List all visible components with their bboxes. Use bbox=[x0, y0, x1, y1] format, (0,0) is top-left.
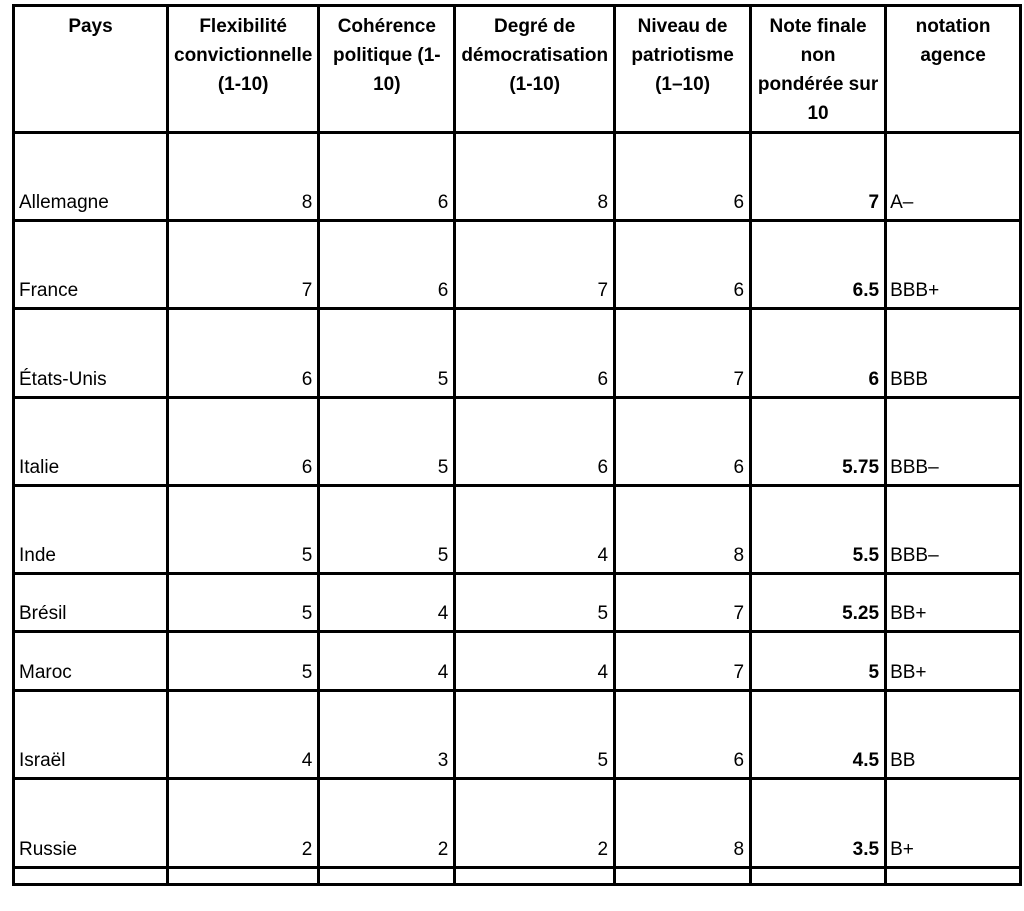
header-flexibility: Flexibilité convictionnelle (1-10) bbox=[168, 6, 319, 133]
header-row bbox=[14, 6, 1021, 133]
table-row bbox=[14, 691, 1021, 779]
final-score-cell: 5 bbox=[751, 632, 886, 691]
agency-rating-cell: BB+ bbox=[886, 632, 1021, 691]
flexibility-cell: 7 bbox=[168, 221, 319, 309]
coherence-cell: 5 bbox=[319, 486, 455, 574]
country-cell: Israël bbox=[14, 691, 168, 779]
final-score-cell: 5.5 bbox=[751, 486, 886, 574]
flexibility-cell: 5 bbox=[168, 574, 319, 632]
coherence-cell: 4 bbox=[319, 632, 455, 691]
country-cell: Russie bbox=[14, 779, 168, 868]
country-cell: France bbox=[14, 221, 168, 309]
country-cell: Maroc bbox=[14, 632, 168, 691]
table-row bbox=[14, 574, 1021, 632]
final-score-cell: 6.5 bbox=[751, 221, 886, 309]
patriotism-cell: 8 bbox=[615, 779, 751, 868]
agency-rating-cell: A– bbox=[886, 133, 1021, 221]
flexibility-cell: 5 bbox=[168, 486, 319, 574]
agency-rating-cell: BBB+ bbox=[886, 221, 1021, 309]
democracy-cell: 6 bbox=[455, 398, 615, 486]
patriotism-cell: 6 bbox=[615, 691, 751, 779]
coherence-cell: 2 bbox=[319, 779, 455, 868]
final-score-cell: 5.75 bbox=[751, 398, 886, 486]
coherence-cell: 6 bbox=[319, 221, 455, 309]
patriotism-cell: 6 bbox=[615, 221, 751, 309]
country-cell: Inde bbox=[14, 486, 168, 574]
final-score-cell: 6 bbox=[751, 309, 886, 398]
democracy-cell: 6 bbox=[455, 309, 615, 398]
flexibility-cell: 6 bbox=[168, 309, 319, 398]
patriotism-cell: 6 bbox=[615, 398, 751, 486]
table-row bbox=[14, 221, 1021, 309]
final-score-cell: 5.25 bbox=[751, 574, 886, 632]
coherence-cell: 4 bbox=[319, 574, 455, 632]
table-row bbox=[14, 309, 1021, 398]
coherence-cell: 3 bbox=[319, 691, 455, 779]
agency-rating-cell: BB bbox=[886, 691, 1021, 779]
final-score-cell: 4.5 bbox=[751, 691, 886, 779]
table-row bbox=[14, 133, 1021, 221]
patriotism-cell: 7 bbox=[615, 632, 751, 691]
table-row bbox=[14, 398, 1021, 486]
agency-rating-cell: BBB– bbox=[886, 486, 1021, 574]
header-agency-rating: notation agence bbox=[886, 6, 1021, 133]
democracy-cell: 2 bbox=[455, 779, 615, 868]
flexibility-cell: 5 bbox=[168, 632, 319, 691]
header-patriotism: Niveau de patriotisme (1–10) bbox=[615, 6, 751, 133]
ratings-table bbox=[12, 4, 1022, 886]
flexibility-cell: 4 bbox=[168, 691, 319, 779]
agency-rating-cell: BBB bbox=[886, 309, 1021, 398]
patriotism-cell: 7 bbox=[615, 309, 751, 398]
coherence-cell: 5 bbox=[319, 309, 455, 398]
patriotism-cell: 6 bbox=[615, 133, 751, 221]
partial-row bbox=[14, 868, 1021, 885]
democracy-cell: 5 bbox=[455, 691, 615, 779]
flexibility-cell: 8 bbox=[168, 133, 319, 221]
democracy-cell: 7 bbox=[455, 221, 615, 309]
flexibility-cell: 6 bbox=[168, 398, 319, 486]
country-cell: Italie bbox=[14, 398, 168, 486]
democracy-cell: 4 bbox=[455, 486, 615, 574]
democracy-cell: 8 bbox=[455, 133, 615, 221]
table-row bbox=[14, 486, 1021, 574]
final-score-cell: 3.5 bbox=[751, 779, 886, 868]
agency-rating-cell: BB+ bbox=[886, 574, 1021, 632]
flexibility-cell: 2 bbox=[168, 779, 319, 868]
democracy-cell: 4 bbox=[455, 632, 615, 691]
country-cell: Allemagne bbox=[14, 133, 168, 221]
coherence-cell: 5 bbox=[319, 398, 455, 486]
agency-rating-cell: BBB– bbox=[886, 398, 1021, 486]
header-final-score: Note finale non pondérée sur 10 bbox=[751, 6, 886, 133]
header-country: Pays bbox=[14, 6, 168, 133]
democracy-cell: 5 bbox=[455, 574, 615, 632]
country-cell: États-Unis bbox=[14, 309, 168, 398]
coherence-cell: 6 bbox=[319, 133, 455, 221]
patriotism-cell: 8 bbox=[615, 486, 751, 574]
table-row bbox=[14, 632, 1021, 691]
country-cell: Brésil bbox=[14, 574, 168, 632]
header-democracy: Degré de démocratisation (1-10) bbox=[455, 6, 615, 133]
final-score-cell: 7 bbox=[751, 133, 886, 221]
header-coherence: Cohérence politique (1-10) bbox=[319, 6, 455, 133]
agency-rating-cell: B+ bbox=[886, 779, 1021, 868]
table-row bbox=[14, 779, 1021, 868]
patriotism-cell: 7 bbox=[615, 574, 751, 632]
